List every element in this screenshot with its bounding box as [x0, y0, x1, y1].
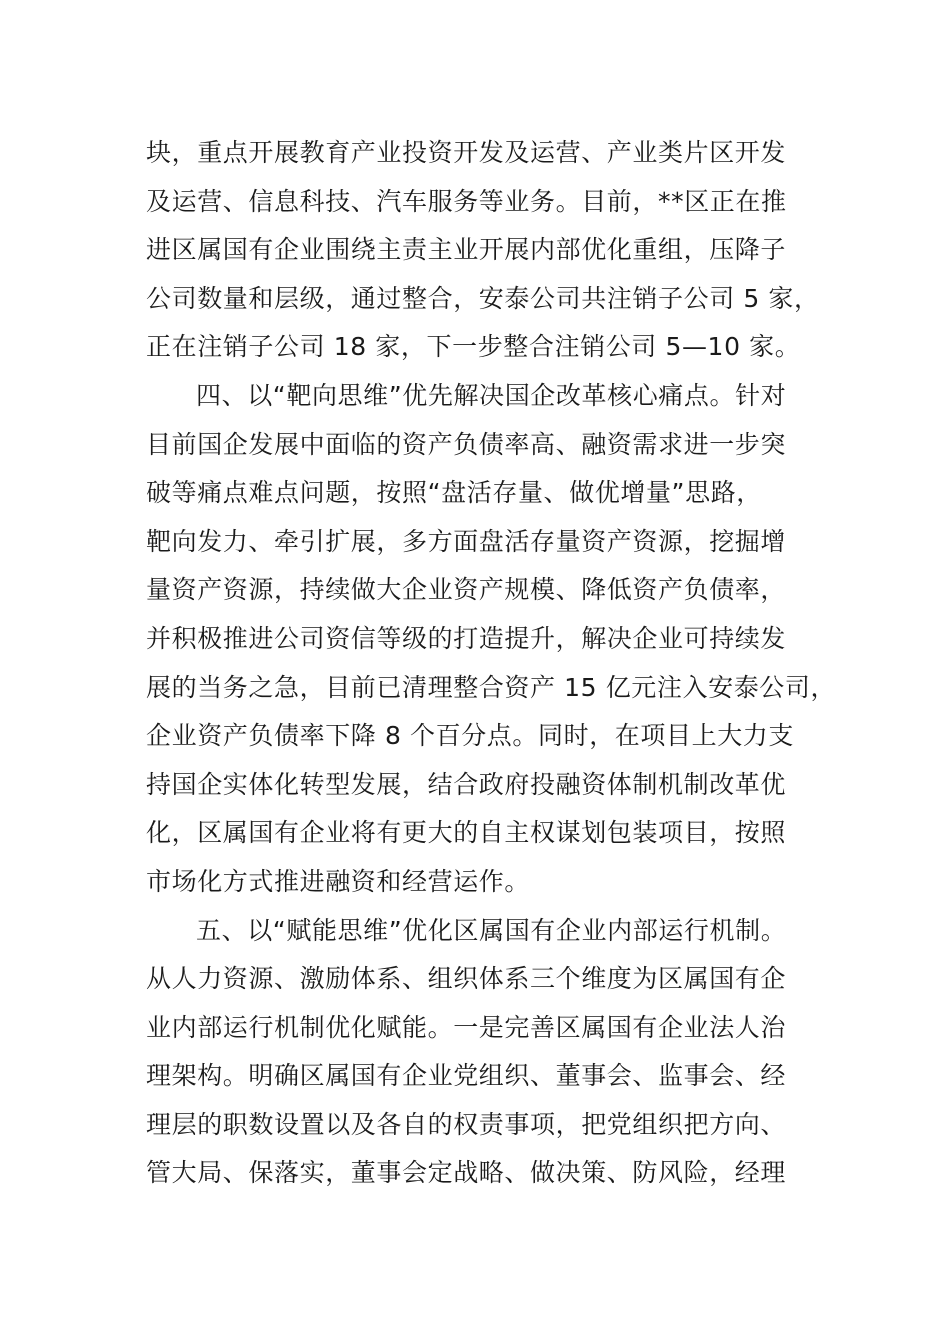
text-line: 业内部运行机制优化赋能。一是完善区属国有企业法人治: [146, 1012, 787, 1042]
text-line: 市场化方式推进融资和经营运作。: [146, 866, 531, 896]
text-line: 理层的职数设置以及各自的权责事项，把党组织把方向、: [146, 1109, 787, 1139]
text-line: 持国企实体化转型发展，结合政府投融资体制机制改革优: [146, 769, 787, 799]
text-line: 目前国企发展中面临的资产负债率高、融资需求进一步突: [146, 429, 787, 459]
text-line: 破等痛点难点问题，按照“盘活存量、做优增量”思路，: [146, 478, 762, 508]
text-line: 正在注销子公司 18 家，下一步整合注销公司 5—10 家。: [146, 332, 801, 362]
text-line: 管大局、保落实，董事会定战略、做决策、防风险，经理: [146, 1158, 787, 1188]
text-line: 从人力资源、激励体系、组织体系三个维度为区属国有企: [146, 964, 787, 994]
text-line: 展的当务之急，目前已清理整合资产 15 亿元注入安泰公司，: [146, 672, 837, 702]
text-line: 量资产资源，持续做大企业资产规模、降低资产负债率，: [146, 575, 787, 605]
section-heading-line: 五、以“赋能思维”优化区属国有企业内部运行机制。: [196, 915, 787, 945]
text-line: 进区属国有企业围绕主责主业开展内部优化重组，压降子: [146, 235, 787, 265]
text-line: 靶向发力、牵引扩展，多方面盘活存量资产资源，挖掘增: [146, 526, 787, 556]
section-heading-line: 四、以“靶向思维”优先解决国企改革核心痛点。针对: [196, 380, 787, 410]
text-line: 化，区属国有企业将有更大的自主权谋划包装项目，按照: [146, 818, 787, 848]
text-line: 并积极推进公司资信等级的打造提升，解决企业可持续发: [146, 623, 787, 653]
document-body: [0, 129, 950, 1198]
text-line: 及运营、信息科技、汽车服务等业务。目前，**区正在推: [146, 186, 787, 216]
text-line: 公司数量和层级，通过整合，安泰公司共注销子公司 5 家，: [146, 283, 820, 313]
text-line: 企业资产负债率下降 8 个百分点。同时，在项目上大力支: [146, 721, 795, 751]
text-line: 理架构。明确区属国有企业党组织、董事会、监事会、经: [146, 1061, 787, 1091]
text-line: 块，重点开展教育产业投资开发及运营、产业类片区开发: [146, 138, 787, 167]
